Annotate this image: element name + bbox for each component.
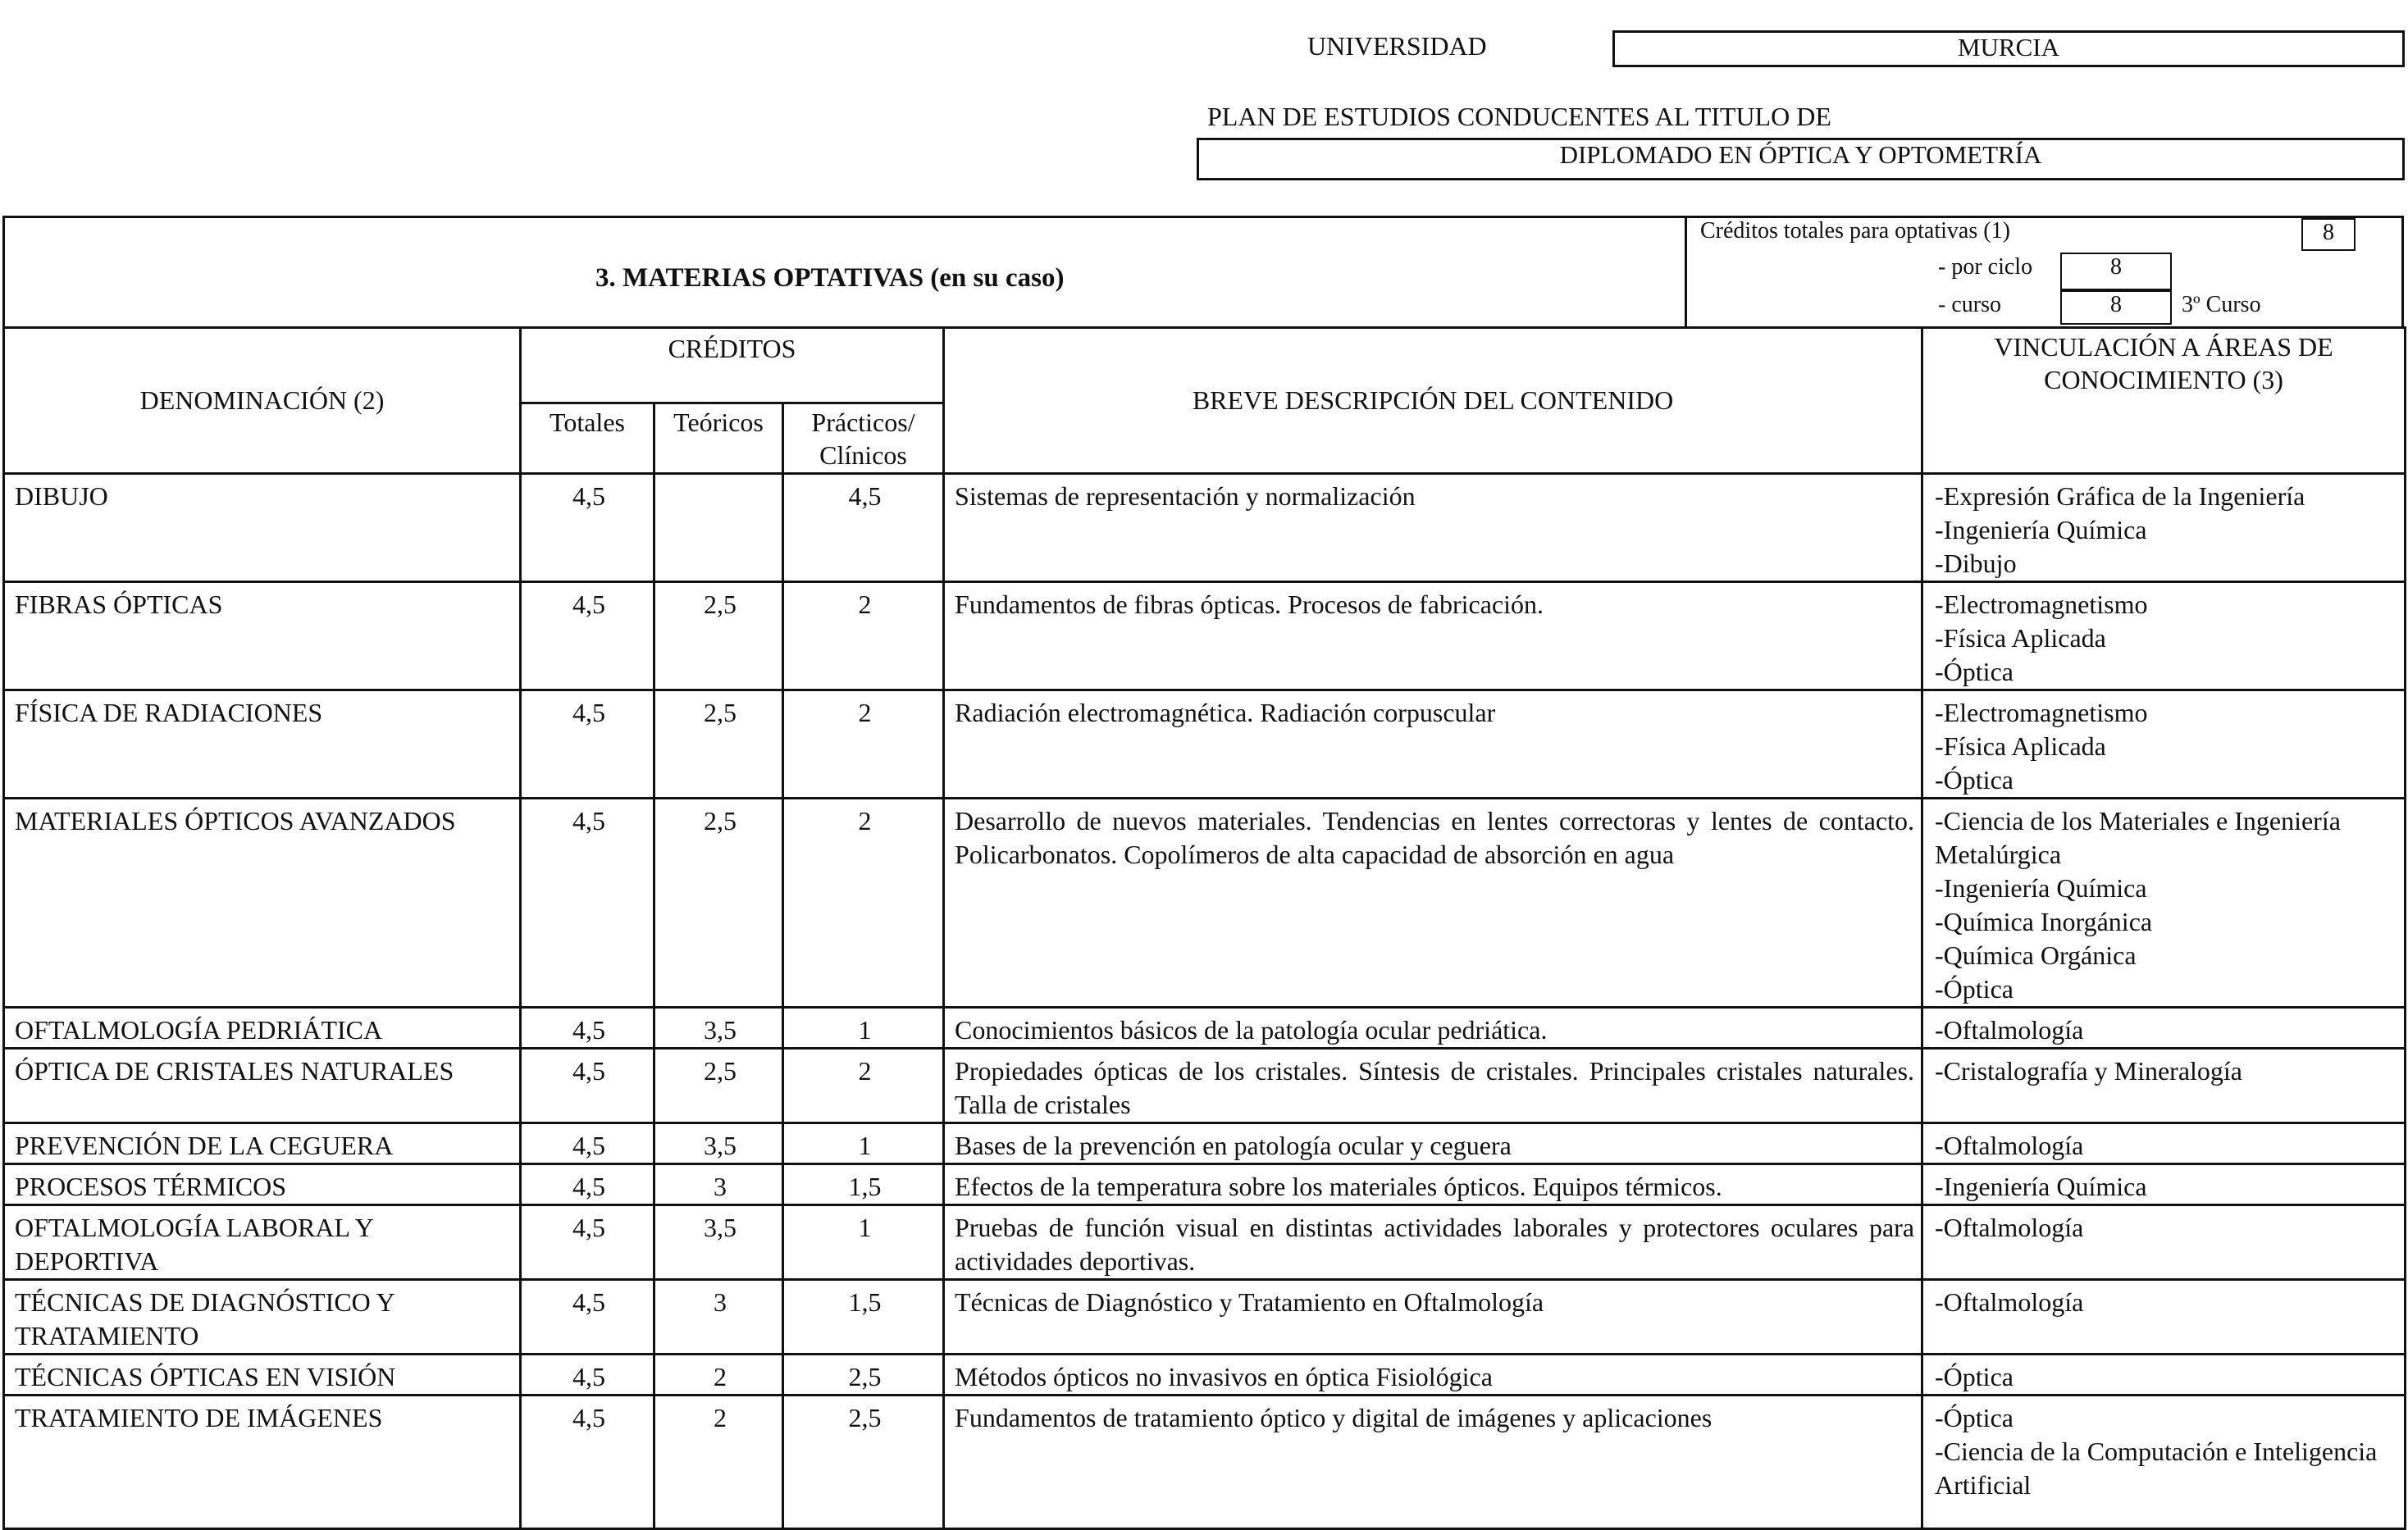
area-item: -Óptica [1935, 1362, 2014, 1391]
col-descripcion: BREVE DESCRIPCIÓN DEL CONTENIDO [944, 328, 1922, 474]
row-denominacion: FIBRAS ÓPTICAS [4, 582, 521, 690]
row-totales: 4,5 [521, 474, 654, 582]
por-ciclo-value: 8 [2060, 253, 2172, 290]
curso-value: 8 [2060, 290, 2172, 325]
table-row [4, 690, 2406, 799]
curso-label: - curso [1938, 292, 2001, 317]
row-descripcion: Propiedades ópticas de los cristales. Síntesis de cristales. Principales cristales naturales. Talla de cristales [944, 1049, 1922, 1123]
row-teoricos [654, 474, 783, 582]
plan-label: PLAN DE ESTUDIOS CONDUCENTES AL TITULO DE [1207, 102, 1831, 131]
area-item: -Física Aplicada [1935, 731, 2106, 761]
section-title: 3. MATERIAS OPTATIVAS (en su caso) [595, 263, 1065, 293]
row-teoricos: 2 [654, 1396, 783, 1529]
col-denominacion: DENOMINACIÓN (2) [4, 328, 521, 474]
row-totales: 4,5 [521, 799, 654, 1008]
area-item: -Ingeniería Química [1935, 873, 2147, 903]
area-item: -Oftalmología [1935, 1287, 2084, 1317]
row-teoricos: 3 [654, 1280, 783, 1355]
area-item: -Cristalografía y Mineralogía [1935, 1056, 2242, 1086]
row-practicos: 4,5 [783, 474, 944, 582]
row-descripcion: Técnicas de Diagnóstico y Tratamiento en Oftalmología [944, 1280, 1922, 1355]
table-row [4, 1164, 2406, 1205]
row-practicos: 2,5 [783, 1396, 944, 1529]
row-denominacion: PROCESOS TÉRMICOS [4, 1164, 521, 1205]
row-areas [1922, 582, 2406, 690]
row-totales: 4,5 [521, 1280, 654, 1355]
row-totales: 4,5 [521, 1355, 654, 1396]
row-totales: 4,5 [521, 690, 654, 799]
row-practicos: 1 [783, 1205, 944, 1280]
universidad-value: MURCIA [1612, 30, 2405, 67]
row-practicos: 2 [783, 690, 944, 799]
row-areas [1922, 1355, 2406, 1396]
col-practicos: Prácticos/ Clínicos [783, 403, 944, 474]
table-row [4, 1396, 2406, 1529]
curso-note: 3º Curso [2182, 292, 2261, 317]
col-vinculacion: VINCULACIÓN A ÁREAS DE CONOCIMIENTO (3) [1922, 328, 2406, 474]
row-practicos: 2,5 [783, 1355, 944, 1396]
area-item: -Oftalmología [1935, 1015, 2084, 1045]
row-teoricos: 3,5 [654, 1123, 783, 1164]
row-areas [1922, 1008, 2406, 1049]
row-areas [1922, 1396, 2406, 1529]
row-denominacion: TÉCNICAS DE DIAGNÓSTICO Y TRATAMIENTO [4, 1280, 521, 1355]
row-teoricos: 3,5 [654, 1205, 783, 1280]
optativas-header [2, 216, 2404, 329]
row-areas [1922, 799, 2406, 1008]
row-descripcion: Bases de la prevención en patología ocular y ceguera [944, 1123, 1922, 1164]
row-areas [1922, 1280, 2406, 1355]
row-practicos: 1 [783, 1008, 944, 1049]
row-teoricos: 2,5 [654, 582, 783, 690]
row-denominacion: OFTALMOLOGÍA PEDRIÁTICA [4, 1008, 521, 1049]
row-teoricos: 3 [654, 1164, 783, 1205]
area-item: -Óptica [1935, 974, 2014, 1004]
por-ciclo-label: - por ciclo [1938, 254, 2033, 280]
area-item: -Física Aplicada [1935, 623, 2106, 653]
row-areas [1922, 1049, 2406, 1123]
row-totales: 4,5 [521, 1164, 654, 1205]
row-descripcion: Radiación electromagnética. Radiación corpuscular [944, 690, 1922, 799]
row-areas [1922, 474, 2406, 582]
row-totales: 4,5 [521, 1049, 654, 1123]
table-row [4, 799, 2406, 1008]
row-teoricos: 2 [654, 1355, 783, 1396]
area-item: -Electromagnetismo [1935, 590, 2148, 619]
table-row [4, 474, 2406, 582]
row-descripcion: Fundamentos de fibras ópticas. Procesos de fabricación. [944, 582, 1922, 690]
table-row [4, 1280, 2406, 1355]
row-denominacion: FÍSICA DE RADIACIONES [4, 690, 521, 799]
row-teoricos: 2,5 [654, 799, 783, 1008]
table-row [4, 1205, 2406, 1280]
row-descripcion: Métodos ópticos no invasivos en óptica Fisiológica [944, 1355, 1922, 1396]
creditos-panel [1685, 218, 2408, 329]
row-areas [1922, 690, 2406, 799]
area-item: -Óptica [1935, 765, 2014, 795]
table-row [4, 1123, 2406, 1164]
area-item: -Ingeniería Química [1935, 1172, 2147, 1201]
row-practicos: 1,5 [783, 1280, 944, 1355]
creditos-totales-value: 8 [2301, 218, 2356, 251]
row-practicos: 1,5 [783, 1164, 944, 1205]
area-item: -Ingeniería Química [1935, 515, 2147, 544]
col-creditos: CRÉDITOS [521, 328, 944, 403]
row-totales: 4,5 [521, 1205, 654, 1280]
row-denominacion: DIBUJO [4, 474, 521, 582]
row-totales: 4,5 [521, 1396, 654, 1529]
table-row [4, 1008, 2406, 1049]
area-item: -Dibujo [1935, 549, 2017, 578]
row-teoricos: 2,5 [654, 1049, 783, 1123]
row-areas [1922, 1205, 2406, 1280]
row-denominacion: OFTALMOLOGÍA LABORAL Y DEPORTIVA [4, 1205, 521, 1280]
area-item: -Química Orgánica [1935, 940, 2137, 970]
row-totales: 4,5 [521, 582, 654, 690]
row-denominacion: ÓPTICA DE CRISTALES NATURALES [4, 1049, 521, 1123]
row-practicos: 1 [783, 1123, 944, 1164]
row-totales: 4,5 [521, 1123, 654, 1164]
col-totales: Totales [521, 403, 654, 474]
table-row [4, 1049, 2406, 1123]
row-denominacion: MATERIALES ÓPTICOS AVANZADOS [4, 799, 521, 1008]
row-practicos: 2 [783, 582, 944, 690]
titulo-value: DIPLOMADO EN ÓPTICA Y OPTOMETRÍA [1197, 138, 2405, 180]
row-descripcion: Pruebas de función visual en distintas actividades laborales y protectores oculares para actividades deportivas. [944, 1205, 1922, 1280]
row-areas [1922, 1123, 2406, 1164]
area-item: -Óptica [1935, 657, 2014, 686]
row-descripcion: Desarrollo de nuevos materiales. Tendencias en lentes correctoras y lentes de contacto. Policarbonatos. Copolímeros de alta capacidad de absorción en agua [944, 799, 1922, 1008]
table-row [4, 1355, 2406, 1396]
row-denominacion: TÉCNICAS ÓPTICAS EN VISIÓN [4, 1355, 521, 1396]
row-teoricos: 3,5 [654, 1008, 783, 1049]
row-descripcion: Efectos de la temperatura sobre los materiales ópticos. Equipos térmicos. [944, 1164, 1922, 1205]
row-areas [1922, 1164, 2406, 1205]
row-descripcion: Fundamentos de tratamiento óptico y digital de imágenes y aplicaciones [944, 1396, 1922, 1529]
area-item: -Ciencia de la Computación e Inteligencia Artificial [1935, 1437, 2378, 1500]
row-denominacion: PREVENCIÓN DE LA CEGUERA [4, 1123, 521, 1164]
area-item: -Óptica [1935, 1403, 2014, 1432]
area-item: -Química Inorgánica [1935, 907, 2153, 936]
creditos-totales-label: Créditos totales para optativas (1) [1700, 218, 2010, 244]
table-row [4, 582, 2406, 690]
area-item: -Ciencia de los Materiales e Ingeniería Metalúrgica [1935, 806, 2341, 869]
area-item: -Oftalmología [1935, 1131, 2084, 1160]
area-item: -Electromagnetismo [1935, 698, 2148, 727]
row-descripcion: Conocimientos básicos de la patología ocular pedriática. [944, 1008, 1922, 1049]
row-teoricos: 2,5 [654, 690, 783, 799]
row-totales: 4,5 [521, 1008, 654, 1049]
row-practicos: 2 [783, 799, 944, 1008]
area-item: -Expresión Gráfica de la Ingeniería [1935, 481, 2305, 511]
row-practicos: 2 [783, 1049, 944, 1123]
area-item: -Oftalmología [1935, 1213, 2084, 1242]
row-descripcion: Sistemas de representación y normalización [944, 474, 1922, 582]
universidad-label: UNIVERSIDAD [1307, 31, 1487, 61]
row-denominacion: TRATAMIENTO DE IMÁGENES [4, 1396, 521, 1529]
optativas-table [2, 326, 2406, 1530]
col-teoricos: Teóricos [654, 403, 783, 474]
